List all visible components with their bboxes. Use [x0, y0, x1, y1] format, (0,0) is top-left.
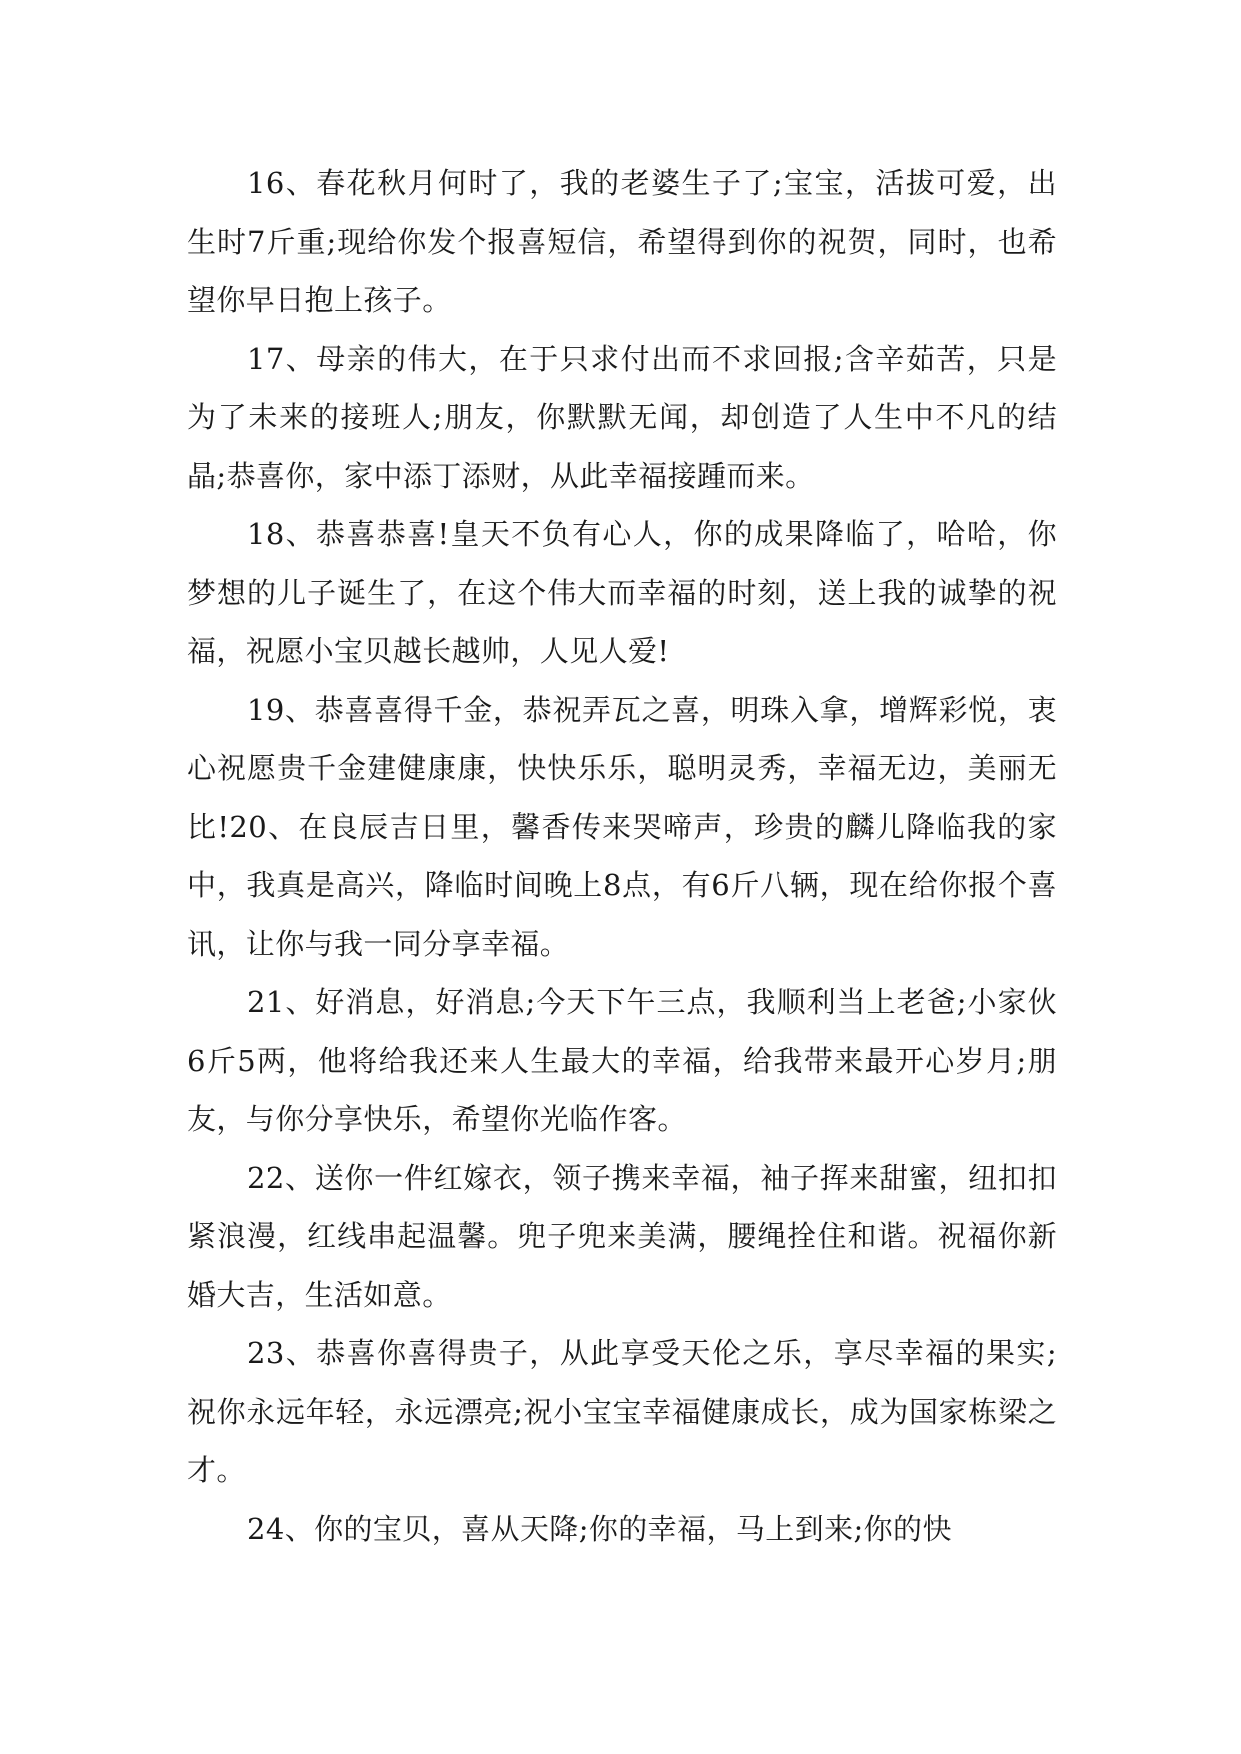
paragraph-18: 18、恭喜恭喜!皇天不负有心人，你的成果降临了，哈哈，你梦想的儿子诞生了，在这个伟大而幸福的时刻，送上我的诚挚的祝福，祝愿小宝贝越长越帅，人见人爱!: [187, 517, 1057, 668]
paragraph-19-20: 19、恭喜喜得千金，恭祝弄瓦之喜，明珠入拿，增辉彩悦，衷心祝愿贵千金建健康康，快快乐乐，聪明灵秀，幸福无边，美丽无比!20、在良辰吉日里，馨香传来哭啼声，珍贵的麟儿降临我的家中，我真是高兴，降临时间晚上8点，有6斤八辆，现在给你报个喜讯，让你与我一同分享幸福。: [187, 692, 1057, 961]
paragraph-16: 16、春花秋月何时了，我的老婆生子了;宝宝，活拔可爱，出生时7斤重;现给你发个报喜短信，希望得到你的祝贺，同时，也希望你早日抱上孩子。: [187, 166, 1057, 317]
paragraph-17: 17、母亲的伟大，在于只求付出而不求回报;含辛茹苦，只是为了未来的接班人;朋友，你默默无闻，却创造了人生中不凡的结晶;恭喜你，家中添丁添财，从此幸福接踵而来。: [187, 341, 1057, 493]
paragraph-21: 21、好消息，好消息;今天下午三点，我顺利当上老爸;小家伙6斤5两，他将给我还来人生最大的幸福，给我带来最开心岁月;朋友，与你分享快乐，希望你光临作客。: [187, 985, 1057, 1136]
document-body: [187, 154, 1057, 1558]
paragraph-23: 23、恭喜你喜得贵子，从此享受天伦之乐，享尽幸福的果实;祝你永远年轻，永远漂亮;祝小宝宝幸福健康成长，成为国家栋梁之才。: [187, 1336, 1057, 1487]
paragraph-22: 22、送你一件红嫁衣，领子携来幸福，袖子挥来甜蜜，纽扣扣紧浪漫，红线串起温馨。兜子兜来美满，腰绳拴住和谐。祝福你新婚大吉，生活如意。: [187, 1160, 1057, 1312]
paragraph-24: 24、你的宝贝，喜从天降;你的幸福，马上到来;你的快: [247, 1511, 952, 1546]
